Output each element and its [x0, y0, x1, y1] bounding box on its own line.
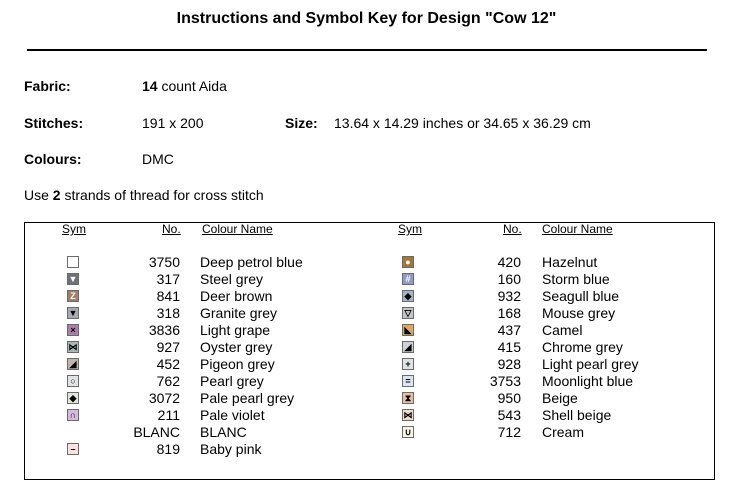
colour-number: 819 [156, 441, 180, 457]
size-value: 13.64 x 14.29 inches or 34.65 x 36.29 cm [334, 115, 591, 131]
colour-name: Granite grey [200, 305, 278, 321]
stitches-label: Stitches: [24, 115, 84, 131]
colour-number: 168 [497, 305, 521, 321]
triangle-outline-icon: ▽ [402, 307, 414, 319]
colour-number: 927 [156, 339, 180, 355]
colour-name: Camel [542, 322, 583, 338]
bowtie-icon: ⋈ [403, 410, 413, 420]
header-name-right: Colour Name [542, 222, 613, 236]
fabric-label: Fabric: [24, 78, 71, 94]
colour-number: 932 [497, 288, 521, 304]
colour-number: 762 [156, 373, 180, 389]
colour-number: 317 [156, 271, 180, 287]
colour-number: BLANC [133, 424, 180, 440]
colour-name: Baby pink [200, 441, 262, 457]
arch-icon: ∩ [67, 409, 79, 421]
title-rule [27, 49, 707, 51]
header-sym-left: Sym [62, 222, 86, 236]
diamond-icon: ◆ [402, 290, 414, 302]
equals-icon: = [402, 375, 414, 387]
colour-name: Pigeon grey [200, 356, 275, 372]
triangle-down-icon: ▼ [68, 274, 78, 284]
colour-name: Deep petrol blue [200, 254, 303, 270]
colour-number: 437 [497, 322, 521, 338]
colour-number: 420 [497, 254, 521, 270]
colour-number: 928 [497, 356, 521, 372]
plus-icon: + [402, 358, 414, 370]
colour-name: Hazelnut [542, 254, 598, 270]
header-sym-right: Sym [398, 222, 422, 236]
colour-name: Seagull blue [542, 288, 620, 304]
colours-label: Colours: [24, 151, 82, 167]
fabric-value [142, 78, 227, 94]
header-no-right: No. [503, 222, 522, 236]
circle-outline-icon: ○ [67, 375, 79, 387]
cup-icon: ∪ [402, 426, 414, 438]
colour-number: 452 [156, 356, 180, 372]
fabric-type: count Aida [157, 78, 227, 94]
size-label: Size: [285, 115, 318, 131]
colour-name: Storm blue [542, 271, 610, 287]
colour-name: BLANC [200, 424, 247, 440]
strands-count: 2 [52, 187, 61, 203]
colour-name: Cream [542, 424, 585, 440]
colour-number: 950 [497, 390, 521, 406]
strands-note: Use 2 strands of thread for cross stitch [24, 187, 264, 203]
colour-number: 3836 [148, 322, 180, 338]
square-outline-icon [67, 256, 79, 268]
page-title: Instructions and Symbol Key for Design "Cow 12" [176, 10, 557, 27]
header-no-left: No. [162, 222, 181, 236]
colour-number: 3750 [148, 254, 180, 270]
header-name-left: Colour Name [202, 222, 273, 236]
colour-number: 3072 [148, 390, 180, 406]
bowtie-icon: ⋈ [68, 342, 78, 352]
colour-name: Light grape [200, 322, 271, 338]
colour-name: Pearl grey [200, 373, 264, 389]
colour-name: Shell beige [542, 407, 612, 423]
colour-number: 841 [156, 288, 180, 304]
colour-number: 712 [497, 424, 521, 440]
colour-number: 543 [497, 407, 521, 423]
colour-name: Mouse grey [542, 305, 616, 321]
colour-name: Chrome grey [542, 339, 623, 355]
colour-number: 318 [156, 305, 180, 321]
corner-triangle-icon: ◣ [402, 324, 414, 336]
colour-name: Moonlight blue [542, 373, 634, 389]
colour-name: Oyster grey [200, 339, 273, 355]
colours-value: DMC [142, 151, 174, 167]
corner-triangle-icon: ◢ [67, 358, 79, 370]
colour-name: Beige [542, 390, 578, 406]
circle-icon: ● [402, 256, 414, 268]
triangle-down-icon: ▼ [68, 308, 78, 318]
colour-number: 415 [497, 339, 521, 355]
colour-name: Pale pearl grey [200, 390, 295, 406]
colour-name: Deer brown [200, 288, 273, 304]
hourglass-icon: ⧗ [402, 392, 414, 404]
colour-number: 3753 [489, 373, 521, 389]
z-letter-icon: Z [67, 290, 79, 302]
dash-icon: – [67, 443, 79, 455]
colour-number: 211 [157, 407, 180, 423]
colour-name: Pale violet [200, 407, 265, 423]
colour-number: 160 [497, 271, 521, 287]
colour-name: Steel grey [200, 271, 264, 287]
stitches-value: 191 x 200 [142, 115, 204, 131]
colour-name: Light pearl grey [542, 356, 639, 372]
diamond-icon: ◆ [67, 392, 79, 404]
hash-icon: # [402, 273, 414, 285]
fabric-count: 14 [142, 78, 158, 94]
corner-triangle-icon: ◢ [402, 341, 414, 353]
cross-icon: × [67, 324, 79, 336]
